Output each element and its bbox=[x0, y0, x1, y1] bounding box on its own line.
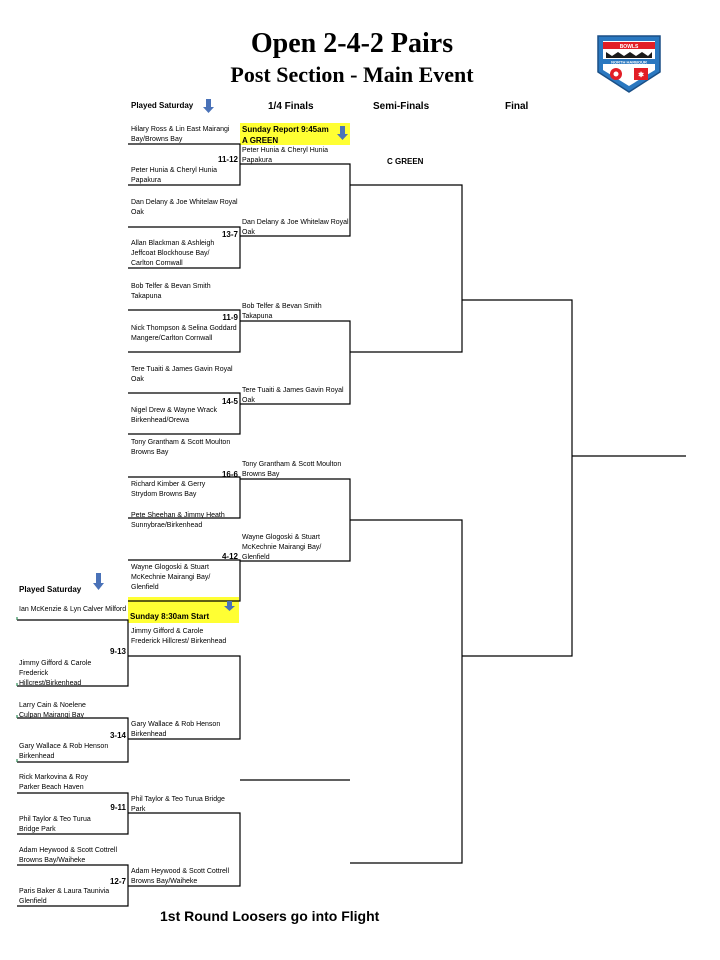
score-r0-m4: 12-7 bbox=[109, 877, 126, 886]
down-arrow-icon bbox=[337, 126, 348, 140]
team-r1-m5-t2: Richard Kimber & Gerry Strydom Browns Bay bbox=[131, 481, 206, 498]
score-r0-m2: 3-14 bbox=[109, 731, 126, 740]
a-green-text: A GREEN bbox=[242, 136, 279, 145]
score-r1-m2: 13-7 bbox=[221, 230, 238, 239]
team-r1-m5-t1: Tony Grantham & Scott Moulton Browns Bay bbox=[131, 439, 231, 456]
team-qf-1: Peter Hunia & Cheryl Hunia Papakura bbox=[242, 147, 328, 164]
page-title: Open 2-4-2 Pairs bbox=[250, 28, 454, 59]
team-r0-m1-t1: Ian McKenzie & Lyn Calver Milford bbox=[19, 606, 127, 613]
down-arrow-icon bbox=[224, 601, 235, 611]
team-r1-m2-t2: Allan Blackman & Ashleigh Jeffcoat Blockhouse Bay/ Carlton Cornwall bbox=[131, 240, 215, 267]
played-saturday-label-2: Played Saturday bbox=[19, 585, 82, 594]
score-r1-m6: 4-12 bbox=[221, 552, 238, 561]
team-r0-m1-t2: Jimmy Gifford & Carole Frederick Hillcrest/Birkenhead bbox=[19, 660, 92, 687]
score-r1-m3: 11-9 bbox=[222, 313, 238, 322]
team-r0-m3-t2: Phil Taylor & Teo Turua Bridge Park bbox=[19, 816, 91, 833]
logo-bottom-text: NORTH HARBOUR bbox=[611, 59, 647, 65]
team-qf-3: Bob Telfer & Bevan Smith Takapuna bbox=[242, 303, 322, 320]
team-qf-5: Tony Grantham & Scott Moulton Browns Bay bbox=[242, 461, 342, 478]
team-r1-m1-t2: Peter Hunia & Cheryl Hunia Papakura bbox=[131, 167, 217, 184]
sunday-start-text: Sunday 8:30am Start bbox=[130, 612, 210, 621]
played-saturday-label: Played Saturday bbox=[131, 101, 194, 110]
team-r1-m3-t1: Bob Telfer & Bevan Smith Takapuna bbox=[131, 283, 211, 300]
final-header: Final bbox=[505, 101, 529, 112]
down-arrow-icon bbox=[203, 99, 214, 113]
page-subtitle: Post Section - Main Event bbox=[230, 62, 474, 87]
team-qf-2: Dan Delany & Joe Whitelaw Royal Oak bbox=[242, 219, 349, 236]
team-r0-m4-t2: Paris Baker & Laura Taunivia Glenfield bbox=[19, 888, 110, 905]
team-r1-m3-t2: Nick Thompson & Selina Goddard Mangere/Carlton Cornwall bbox=[131, 325, 237, 342]
team-r0-m3-t1: Rick Markovina & Roy Parker Beach Haven bbox=[19, 774, 88, 791]
team-r0-winner-3: Phil Taylor & Teo Turua Bridge Park bbox=[131, 796, 225, 813]
quarter-finals-header: 1/4 Finals bbox=[268, 101, 314, 112]
team-r0-m4-t1: Adam Heywood & Scott Cottrell Browns Bay/Waiheke bbox=[19, 847, 118, 864]
team-r1-m4-t1: Tere Tuaiti & James Gavin Royal Oak bbox=[131, 366, 233, 383]
logo-top-text: BOWLS bbox=[619, 44, 639, 50]
team-r0-m2-t2: Gary Wallace & Rob Henson Birkenhead bbox=[19, 743, 109, 760]
down-arrow-icon bbox=[93, 573, 104, 590]
svg-text:✱: ✱ bbox=[638, 72, 644, 79]
team-r1-m6-t2: Wayne Glogoski & Stuart McKechnie Mairangi Bay/ Glenfield bbox=[131, 564, 211, 591]
team-r0-winner-1: Jimmy Gifford & Carole Frederick Hillcrest/ Birkenhead bbox=[131, 628, 227, 645]
sunday-report-text: Sunday Report 9:45am bbox=[242, 125, 329, 134]
score-r1-m5: 16-6 bbox=[221, 470, 238, 479]
score-r0-m1: 9-13 bbox=[109, 647, 126, 656]
team-r0-winner-4: Adam Heywood & Scott Cottrell Browns Bay/Waiheke bbox=[131, 868, 230, 885]
team-r1-m4-t2: Nigel Drew & Wayne Wrack Birkenhead/Orewa bbox=[131, 407, 217, 424]
team-r1-m2-t1: Dan Delany & Joe Whitelaw Royal Oak bbox=[131, 199, 238, 216]
score-r1-m1: 11-12 bbox=[217, 155, 238, 164]
team-r1-m1-t1: Hilary Ross & Lin East Mairangi Bay/Browns Bay bbox=[131, 126, 230, 143]
score-r1-m4: 14-5 bbox=[221, 397, 238, 406]
c-green-label: C GREEN bbox=[387, 157, 424, 166]
team-qf-6: Wayne Glogoski & Stuart McKechnie Mairangi Bay/ Glenfield bbox=[242, 534, 322, 561]
semi-finals-header: Semi-Finals bbox=[373, 101, 430, 112]
team-qf-4: Tere Tuaiti & James Gavin Royal Oak bbox=[242, 387, 344, 404]
footer-note: 1st Round Loosers go into Flight bbox=[160, 908, 380, 924]
team-r1-m6-t1: Pete Sheehan & Jimmy Heath Sunnybrae/Birkenhead bbox=[131, 512, 225, 529]
score-r0-m3: 9-11 bbox=[110, 803, 126, 812]
team-r0-winner-2: Gary Wallace & Rob Henson Birkenhead bbox=[131, 721, 221, 738]
team-r0-m2-t1: Larry Cain & Noelene Culpan Mairangi Bay bbox=[19, 702, 86, 719]
